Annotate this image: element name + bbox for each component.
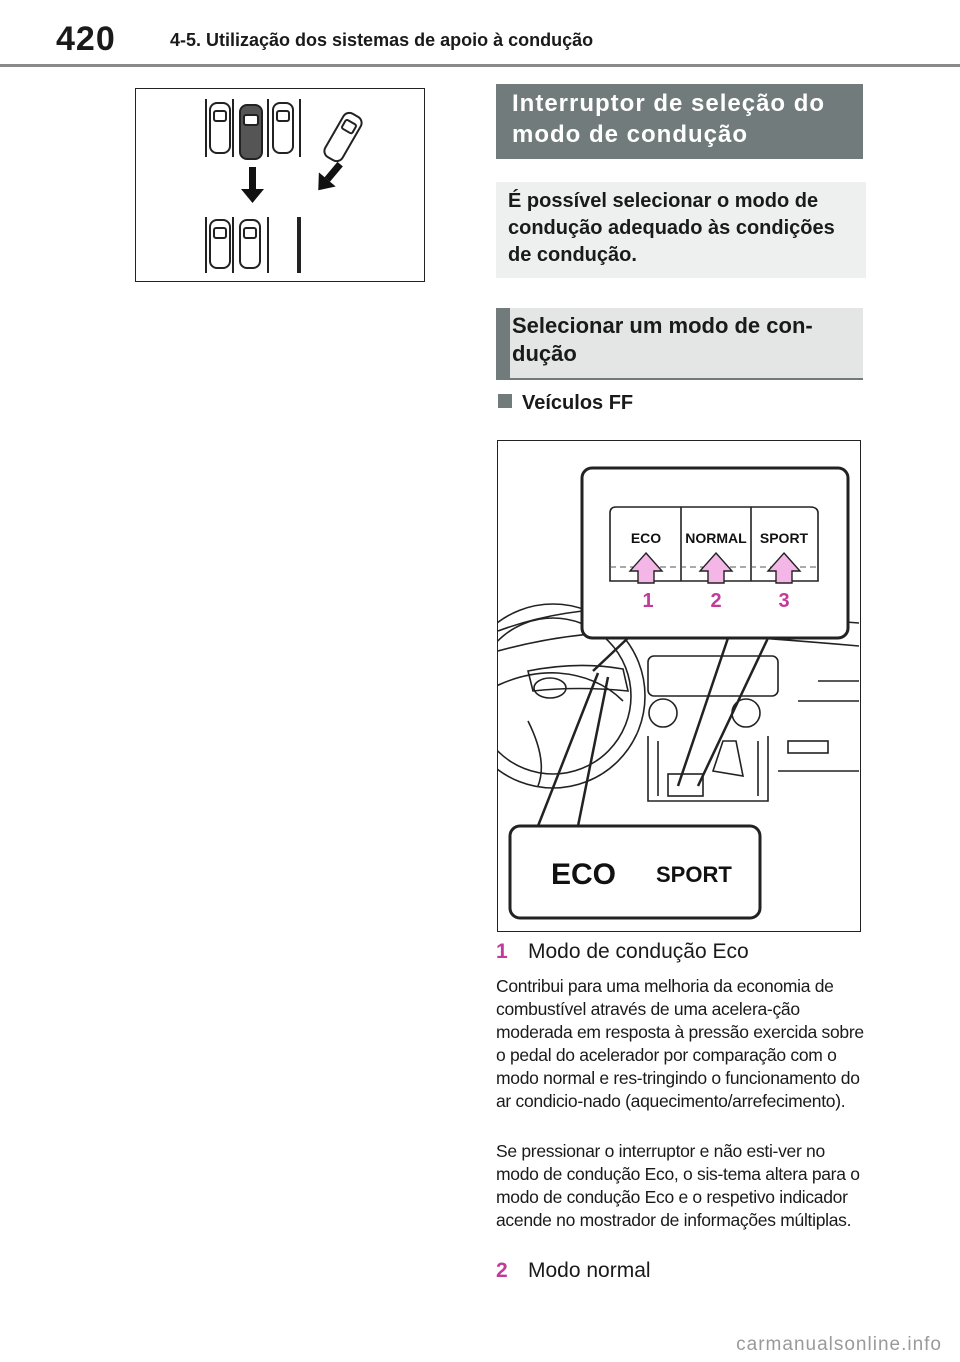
sport-indicator: SPORT: [656, 862, 732, 887]
intro-text: É possível selecionar o modo de condução adequado às condições de condução.: [496, 182, 866, 278]
item-number: 1: [496, 940, 508, 963]
eco-button-label: ECO: [630, 530, 662, 546]
section-title: Interruptor de seleção do modo de condução: [496, 84, 863, 159]
parking-diagram: [136, 89, 423, 280]
callout-1: 1: [642, 590, 654, 612]
paragraph: Contribui para uma melhoria da economia de combustível através de uma acelera-ção moderada em resposta à pressão exercida sobre o pedal do acelerador por comparação com o modo normal e res-tringindo o funcionamento do ar condicio-nado (aquecimento/arrefecimento).: [496, 976, 864, 1111]
sport-button-label: SPORT: [759, 530, 809, 546]
item-label: Modo de condução Eco: [528, 940, 749, 963]
vehicle-heading-label: Veículos FF: [522, 392, 634, 414]
eco-indicator: ECO: [551, 858, 617, 891]
callout-3: 3: [778, 590, 790, 612]
normal-button-label: NORMAL: [685, 530, 747, 546]
item-label: Modo normal: [528, 1259, 651, 1282]
vehicle-type-heading: [498, 392, 633, 415]
header-rule: [0, 64, 960, 67]
subsection-title: Selecionar um modo de con-dução: [496, 308, 863, 380]
page-number: 420: [56, 20, 116, 58]
paragraph: Se pressionar o interruptor e não esti-ver no modo de condução Eco, o sis-tema altera para o modo de condução Eco e o respetivo indicador acende no mostrador de informações múltiplas.: [496, 1141, 860, 1230]
list-item: [496, 1259, 651, 1283]
item-number: 2: [496, 1259, 508, 1282]
dashboard-diagram: [498, 441, 859, 930]
section-header: 4-5. Utilização dos sistemas de apoio à condução: [170, 30, 594, 50]
callout-2: 2: [710, 590, 722, 612]
drive-mode-switch-illustration: [497, 440, 861, 932]
list-item: [496, 940, 749, 964]
watermark: carmanualsonline.info: [736, 1334, 942, 1355]
parking-illustration: [135, 88, 425, 282]
square-bullet-icon: [498, 394, 512, 408]
